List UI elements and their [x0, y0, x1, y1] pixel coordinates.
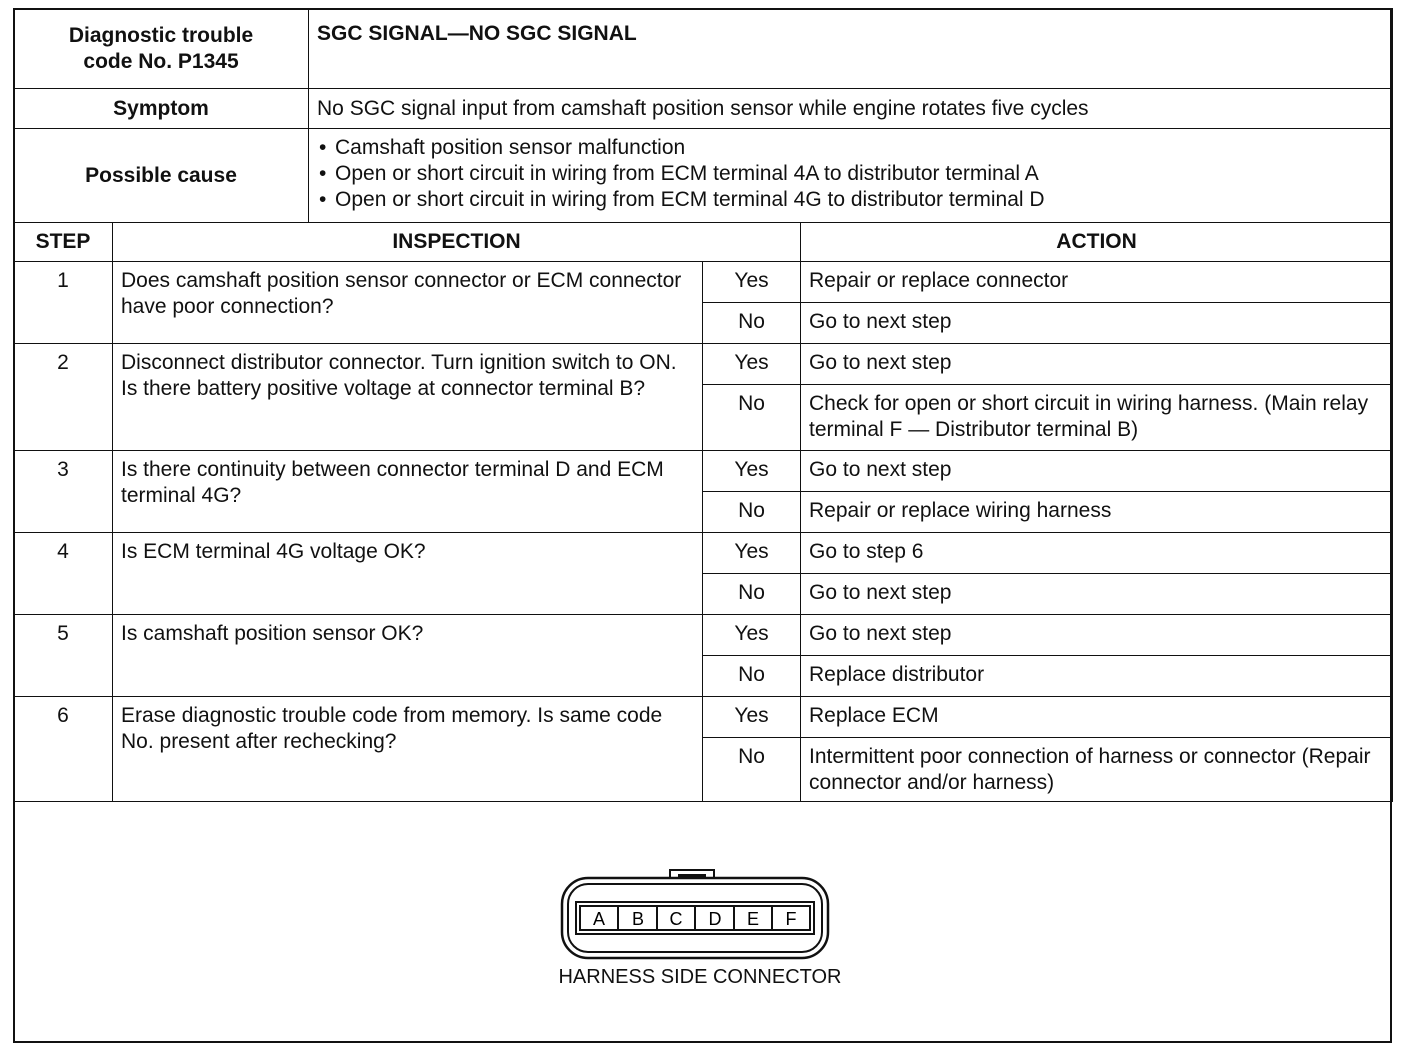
cause-label: Possible cause — [14, 129, 309, 223]
no-action: Go to next step — [801, 574, 1393, 615]
cause-item: • Open or short circuit in wiring from ECM terminal 4G to distributor terminal D — [317, 187, 1384, 213]
step-number: 3 — [14, 451, 113, 533]
no-action: Check for open or short circuit in wiring harness. (Main relay terminal F — Distributor terminal B) — [801, 385, 1393, 451]
symptom-text: No SGC signal input from camshaft position sensor while engine rotates five cycles — [309, 89, 1393, 129]
terminal-label-a: A — [592, 909, 606, 929]
no-action: Repair or replace wiring harness — [801, 492, 1393, 533]
terminal-label-d: D — [708, 909, 722, 929]
step-number: 2 — [14, 344, 113, 451]
connector-caption: HARNESS SIDE CONNECTOR — [558, 966, 842, 988]
cause-item: • Open or short circuit in wiring from ECM terminal 4A to distributor terminal A — [317, 161, 1384, 187]
terminal-label-e: E — [746, 909, 760, 929]
step-number: 5 — [14, 615, 113, 697]
step-inspection: Is ECM terminal 4G voltage OK? — [113, 533, 703, 615]
yes-action: Go to step 6 — [801, 533, 1393, 574]
no-label: No — [703, 574, 801, 615]
step-number: 6 — [14, 697, 113, 802]
diagnostic-table — [13, 8, 1393, 802]
step-inspection: Erase diagnostic trouble code from memory. Is same code No. present after rechecking? — [113, 697, 703, 802]
step-number: 4 — [14, 533, 113, 615]
yes-action: Go to next step — [801, 615, 1393, 656]
yes-action: Go to next step — [801, 451, 1393, 492]
step-inspection: Is there continuity between connector terminal D and ECM terminal 4G? — [113, 451, 703, 533]
no-label: No — [703, 492, 801, 533]
yes-label: Yes — [703, 697, 801, 738]
column-step: STEP — [14, 223, 113, 262]
harness-connector-diagram — [560, 866, 830, 966]
yes-label: Yes — [703, 615, 801, 656]
column-inspection: INSPECTION — [113, 223, 801, 262]
no-label: No — [703, 385, 801, 451]
symptom-label: Symptom — [14, 89, 309, 129]
terminal-label-c: C — [669, 909, 683, 929]
no-action: Replace distributor — [801, 656, 1393, 697]
yes-label: Yes — [703, 344, 801, 385]
yes-label: Yes — [703, 533, 801, 574]
terminal-label-b: B — [631, 909, 645, 929]
step-inspection: Is camshaft position sensor OK? — [113, 615, 703, 697]
step-inspection: Does camshaft position sensor connector or ECM connector have poor connection? — [113, 262, 703, 344]
cause-list — [317, 135, 1384, 213]
dtc-title: SGC SIGNAL—NO SGC SIGNAL — [309, 9, 1393, 89]
no-label: No — [703, 303, 801, 344]
cause-list-cell — [309, 129, 1393, 223]
no-label: No — [703, 738, 801, 802]
yes-action: Go to next step — [801, 344, 1393, 385]
cause-item: • Camshaft position sensor malfunction — [317, 135, 1384, 161]
column-action: ACTION — [801, 223, 1393, 262]
no-action: Intermittent poor connection of harness or connector (Repair connector and/or harness) — [801, 738, 1393, 802]
no-action: Go to next step — [801, 303, 1393, 344]
yes-action: Repair or replace connector — [801, 262, 1393, 303]
step-inspection: Disconnect distributor connector. Turn ignition switch to ON. Is there battery positive voltage at connector terminal B? — [113, 344, 703, 451]
yes-label: Yes — [703, 451, 801, 492]
yes-label: Yes — [703, 262, 801, 303]
yes-action: Replace ECM — [801, 697, 1393, 738]
dtc-label: Diagnostic trouble code No. P1345 — [14, 9, 309, 89]
step-number: 1 — [14, 262, 113, 344]
terminal-label-f: F — [785, 909, 797, 929]
no-label: No — [703, 656, 801, 697]
